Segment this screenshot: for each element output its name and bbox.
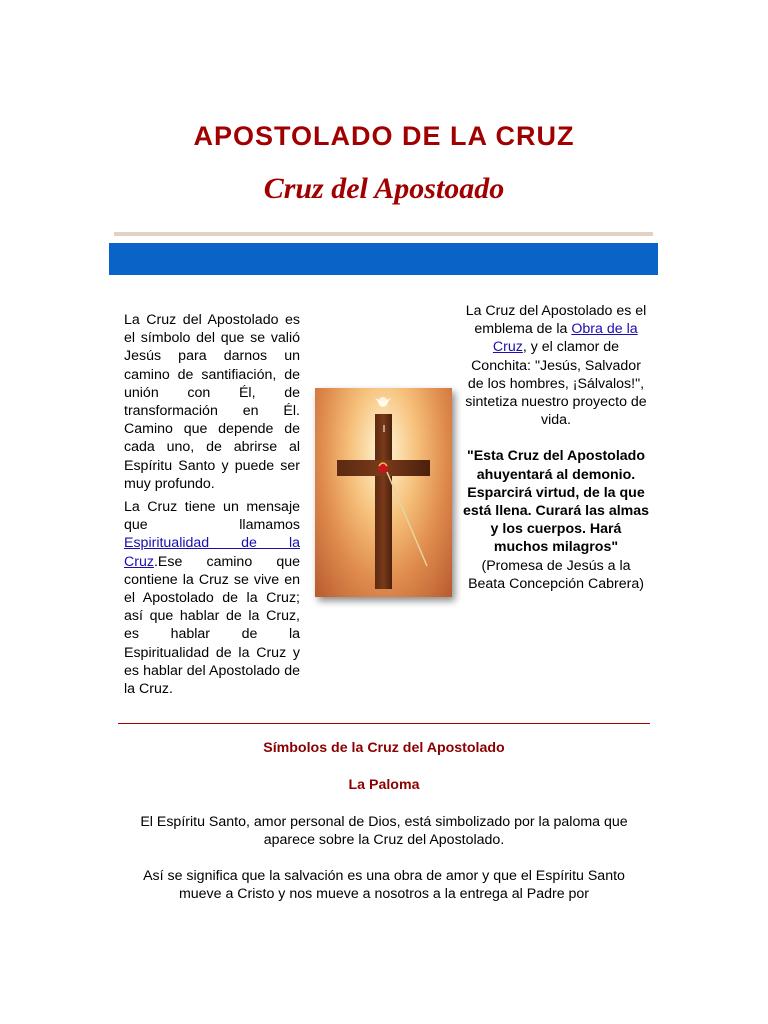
left-paragraph-2-text: La Cruz tiene un mensaje que llamamos xyxy=(124,499,300,534)
banner-bar xyxy=(109,243,658,275)
promise-attribution: (Promesa de Jesús a la Beata Concepción Cabrera) xyxy=(468,557,644,592)
promise-quote-text: "Esta Cruz del Apostolado ahuyentará al demonio. Esparcirá virtud, de la que está llena. Curará las almas y los cuerpos. Hará muchos milagros" xyxy=(462,448,650,556)
left-paragraph-2-rest: .Ese camino que contiene la Cruz se vive en el Apostolado de la Cruz; así que hablar de la Cruz, es hablar de la Espiritualidad de la Cruz y es hablar del Apostolado de la Cruz. xyxy=(124,553,300,698)
section-paragraph-1: El Espíritu Santo, amor personal de Dios, está simbolizado por la paloma que aparece sobre la Cruz del Apostolado. xyxy=(140,814,628,849)
left-column xyxy=(124,311,300,698)
right-intro-text: La Cruz del Apostolado es el emblema de la xyxy=(465,303,647,338)
page-title: APOSTOLADO DE LA CRUZ xyxy=(193,121,575,151)
cross-image xyxy=(315,388,452,597)
divider-red xyxy=(118,723,650,724)
section-paragraph-2: Así se significa que la salvación es una obra de amor y que el Espíritu Santo mueve a Cristo y nos mueve a nosotros a la entrega al Padre por xyxy=(143,868,625,903)
cross-icon xyxy=(315,388,452,597)
promise-quote xyxy=(462,447,650,593)
divider-tan xyxy=(114,232,653,236)
right-column xyxy=(462,302,650,593)
section-title: Símbolos de la Cruz del Apostolado xyxy=(263,740,505,756)
left-paragraph-2 xyxy=(124,498,300,698)
left-paragraph-1: La Cruz del Apostolado es el símbolo del que se valió Jesús para darnos un camino de santifiación, de unión con Él, de transformación en Él. Camino que depende de cada uno, de abrirse al Espíritu Santo y puede ser muy profundo. xyxy=(124,312,300,492)
page-subtitle: Cruz del Apostoado xyxy=(263,172,505,205)
right-intro-rest: , y el clamor de Conchita: "Jesús, Salvador de los hombres, ¡Sálvalos!", sintetiza nuestro proyecto de vida. xyxy=(465,339,647,429)
right-intro xyxy=(462,302,650,429)
obra-de-la-cruz-link[interactable]: Obra de la Cruz xyxy=(492,321,638,356)
espiritualidad-link[interactable]: Espiritualidad de la Cruz xyxy=(124,535,300,570)
section-subtitle: La Paloma xyxy=(348,777,420,793)
